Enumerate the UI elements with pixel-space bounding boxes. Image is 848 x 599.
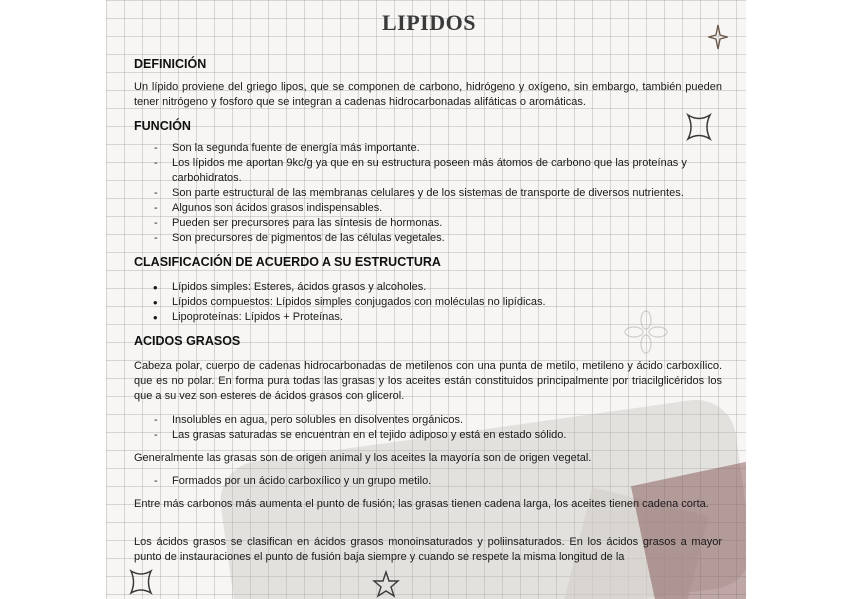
heading-definicion: DEFINICIÓN xyxy=(134,57,207,71)
acidos-list-2 xyxy=(134,474,722,489)
list-item: - Son la segunda fuente de energía más importante. xyxy=(134,141,722,156)
acidos-paragraph-1: Cabeza polar, cuerpo de cadenas hidrocarbonadas de metilenos con una punta de metilo, metileno y ácido carboxílico. que es no polar. En forma pura todas las grasas y los aceites están constituidos principalmente por triacilglicéridos los que a su vez son esteres de ácidos grasos con glicerol. xyxy=(134,360,722,402)
list-item: - Algunos son ácidos grasos indispensables. xyxy=(134,201,722,216)
list-item: - Los lípidos me aportan 9kc/g ya que en su estructura poseen más átomos de carbono que las proteínas y carbohidratos. xyxy=(134,156,722,186)
clasificacion-list xyxy=(134,280,722,325)
acidos-paragraph-4: Los ácidos grasos se clasifican en ácidos grasos monoinsaturados y poliinsaturados. En los ácidos grasos a mayor punto de instauraciones el punto de fusión baja siempre y cuando se respete la misma longitud de la xyxy=(134,536,722,563)
star-icon xyxy=(128,568,154,596)
list-item: • Lipoproteínas: Lípidos + Proteínas. xyxy=(134,310,722,325)
heading-acidos-grasos: ACIDOS GRASOS xyxy=(134,334,241,348)
acidos-list-1 xyxy=(134,413,722,443)
list-item: • Lípidos simples: Esteres, ácidos grasos y alcoholes. xyxy=(134,280,722,295)
star-icon xyxy=(684,112,714,142)
list-item: - Son precursores de pigmentos de las células vegetales. xyxy=(134,231,722,246)
heading-funcion: FUNCIÓN xyxy=(134,119,191,133)
page-title: LIPIDOS xyxy=(382,10,476,35)
heading-clasificacion: CLASIFICACIÓN DE ACUERDO A SU ESTRUCTURA xyxy=(134,255,441,269)
list-item: • Lípidos compuestos: Lípidos simples conjugados con moléculas no lipídicas. xyxy=(134,295,722,310)
acidos-paragraph-2: Generalmente las grasas son de origen animal y los aceites la mayoría son de origen vegetal. xyxy=(134,452,592,464)
list-item: - Las grasas saturadas se encuentran en el tejido adiposo y está en estado sólido. xyxy=(134,428,722,443)
list-item: - Formados por un ácido carboxílico y un grupo metilo. xyxy=(134,474,722,489)
funcion-list xyxy=(134,141,722,246)
star-icon xyxy=(372,570,400,598)
list-item: - Pueden ser precursores para las síntesis de hormonas. xyxy=(134,216,722,231)
definicion-paragraph: Un lípido proviene del griego lipos, que se componen de carbono, hidrógeno y oxígeno, sin embargo, también pueden tener nitrógeno y fosforo que se integran a cadenas hidrocarbonadas alifáticas o aromáticas. xyxy=(134,81,722,108)
list-item: - Insolubles en agua, pero solubles en disolventes orgánicos. xyxy=(134,413,722,428)
list-item: - Son parte estructural de las membranas celulares y de los sistemas de transporte de diversos nutrientes. xyxy=(134,186,722,201)
acidos-paragraph-3: Entre más carbonos más aumenta el punto de fusión; las grasas tienen cadena larga, los aceites tienen cadena corta. xyxy=(134,498,709,510)
